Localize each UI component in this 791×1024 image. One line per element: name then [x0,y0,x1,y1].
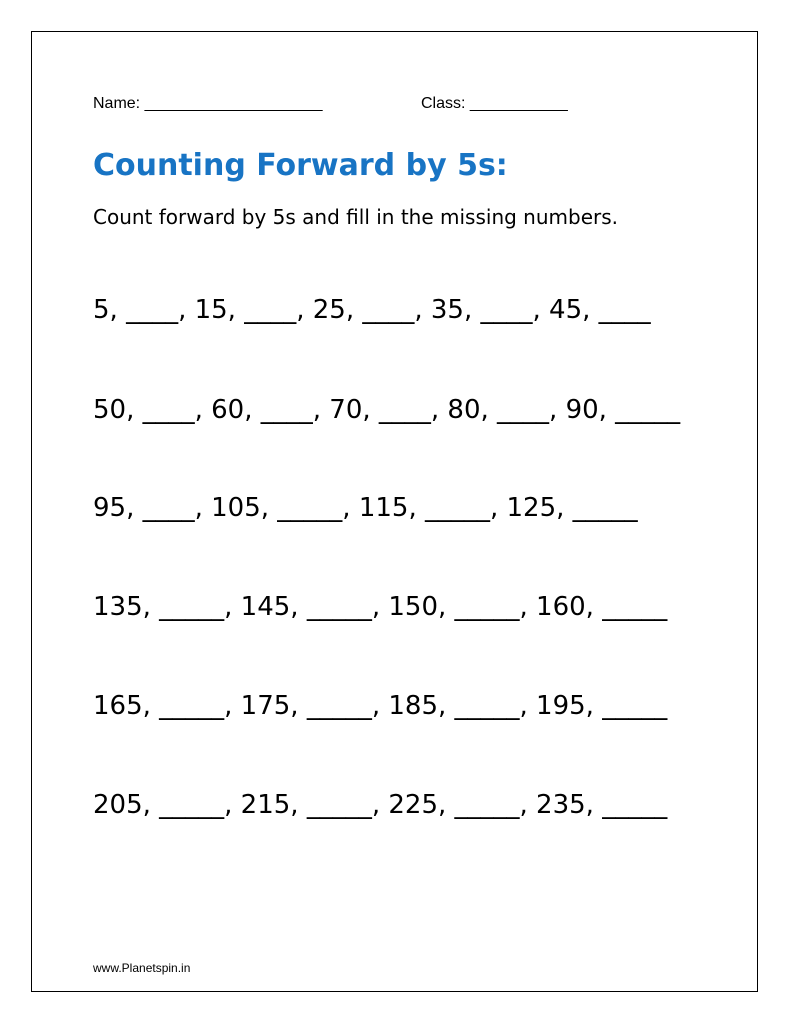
sequence-row-4: 135, _____, 145, _____, 150, _____, 160, _____ [93,592,668,622]
instruction-text: Count forward by 5s and fill in the missing numbers. [93,205,618,229]
sequence-row-1: 5, ____, 15, ____, 25, ____, 35, ____, 45, ____ [93,295,651,325]
worksheet-title: Counting Forward by 5s: [93,148,508,183]
sequence-row-2: 50, ____, 60, ____, 70, ____, 80, ____, 90, _____ [93,395,681,425]
sequence-row-3: 95, ____, 105, _____, 115, _____, 125, _____ [93,493,638,523]
footer-website: www.Planetspin.in [93,961,191,975]
class-field-line: Class: ___________ [421,95,568,112]
sequence-row-5: 165, _____, 175, _____, 185, _____, 195, _____ [93,691,668,721]
sequence-row-6: 205, _____, 215, _____, 225, _____, 235, _____ [93,790,668,820]
name-field-line: Name: ____________________ [93,95,323,112]
